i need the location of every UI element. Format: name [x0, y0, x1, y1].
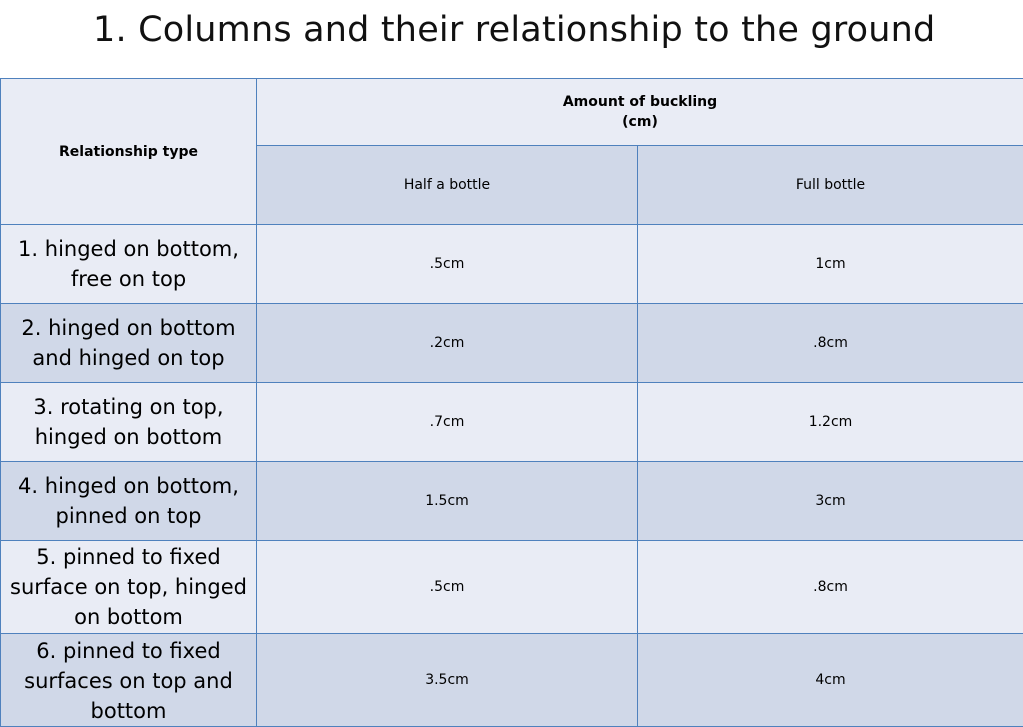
- half-bottle-cell: 3.5cm: [257, 634, 638, 727]
- buckling-table: [0, 78, 1023, 727]
- table-row: [1, 304, 1023, 383]
- relationship-cell: 4. hinged on bottom, pinned on top: [1, 462, 257, 541]
- half-bottle-cell: 1.5cm: [257, 462, 638, 541]
- full-bottle-cell: 4cm: [638, 634, 1023, 727]
- relationship-cell: 5. pinned to fixed surface on top, hinged on bottom: [1, 541, 257, 634]
- header-amount-of-buckling: [257, 79, 1023, 146]
- relationship-cell: 1. hinged on bottom, free on top: [1, 225, 257, 304]
- table-row: [1, 383, 1023, 462]
- full-bottle-cell: 1.2cm: [638, 383, 1023, 462]
- relationship-cell: 3. rotating on top, hinged on bottom: [1, 383, 257, 462]
- half-bottle-cell: .5cm: [257, 541, 638, 634]
- relationship-cell: 6. pinned to fixed surfaces on top and bottom: [1, 634, 257, 727]
- full-bottle-cell: 1cm: [638, 225, 1023, 304]
- header-half-bottle: Half a bottle: [257, 146, 638, 225]
- header-relationship-type: Relationship type: [1, 79, 257, 225]
- table-row: [1, 225, 1023, 304]
- half-bottle-cell: .7cm: [257, 383, 638, 462]
- table-row: [1, 462, 1023, 541]
- page-title: 1. Columns and their relationship to the ground: [93, 10, 935, 50]
- header-full-bottle: Full bottle: [638, 146, 1023, 225]
- half-bottle-cell: .2cm: [257, 304, 638, 383]
- half-bottle-cell: .5cm: [257, 225, 638, 304]
- header-amount-of-buckling-label: Amount of buckling: [263, 92, 1017, 112]
- relationship-cell: 2. hinged on bottom and hinged on top: [1, 304, 257, 383]
- header-amount-of-buckling-unit: (cm): [263, 112, 1017, 132]
- full-bottle-cell: 3cm: [638, 462, 1023, 541]
- table-row: [1, 541, 1023, 634]
- full-bottle-cell: .8cm: [638, 541, 1023, 634]
- table-row: [1, 634, 1023, 727]
- full-bottle-cell: .8cm: [638, 304, 1023, 383]
